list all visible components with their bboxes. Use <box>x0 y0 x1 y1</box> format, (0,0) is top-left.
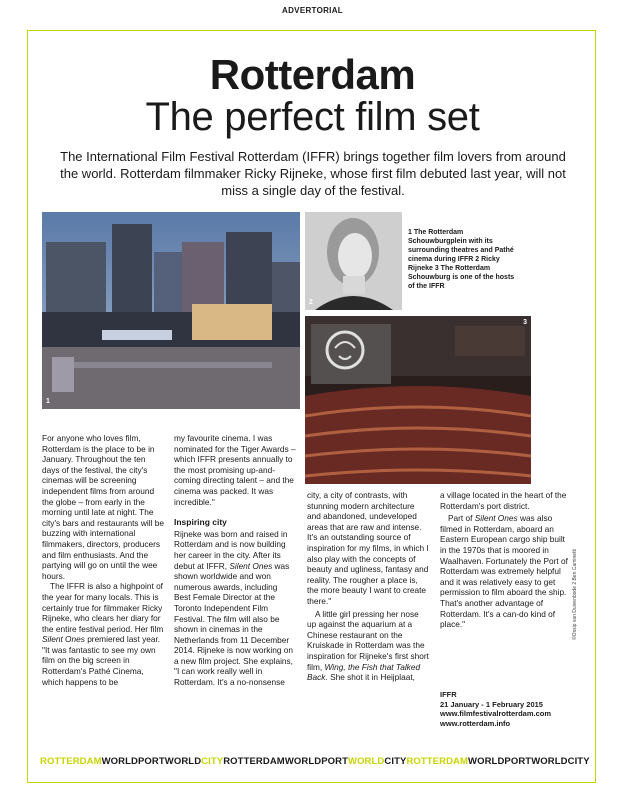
column-4-paragraph-2: Part of Silent Ones was also filmed in Rotterdam, aboard an Eastern European cargo ship built in the 1970s that is moored in Waalhaven. Fortunately the Port of Rotterdam was extremely helpful and it was relatively easy to get permission to film aboard the ship. That's another advantage of Rotterdam. It's a can-do kind of place." <box>440 513 568 630</box>
advertorial-label: ADVERTORIAL <box>282 6 343 15</box>
article-column-4 <box>440 490 572 630</box>
article-column-1 <box>42 433 164 687</box>
photo-number-3: 3 <box>523 319 527 326</box>
photo-ricky-rijneke <box>305 212 402 310</box>
column-1-paragraph-1: For anyone who loves film, Rotterdam is the place to be in January. Throughout the ten days of the festival, the city's cinemas will be screening independent films from around the globe – from early in the morning until late at night. The city's bars and restaurants will be buzzing with international filmmakers, directors, producers and film enthusiasts. And the partying will go on until the wee hours. <box>42 433 164 581</box>
photo-schouwburg <box>305 316 531 484</box>
column-2-paragraph-2: Rijneke was born and raised in Rotterdam and is now building her career in the city. After its debut at IFFR, Silent Ones was shown worldwide and won numerous awards, including Best Female Director at the Toronto Independent Film Festival. The film will also be shown in cinemas in the Netherlands from 11 December 2014. Rijneke is now working on a new film project. She explains, "I can work really well in Rotterdam. It's a no-nonsense <box>174 528 293 688</box>
page-title: Rotterdam <box>209 51 416 98</box>
column-4-paragraph-1: a village located in the heart of the Rotterdam's port district. <box>440 490 567 511</box>
column-1-paragraph-2: The IFFR is also a highpoint of the year for many locals. This is certainly true for filmmaker Ricky Rijneke, who clears her diary for the entire festival period. Her film Silent Ones premiered last year. "It was fantastic to see my own film on the big screen in Rotterdam's Pathé Cinema, which happens to be <box>42 581 164 687</box>
photo-number-1: 1 <box>46 398 50 405</box>
festival-info <box>440 690 580 728</box>
article-column-2 <box>174 433 296 688</box>
article-column-3 <box>307 490 429 683</box>
page-subtitle: The perfect film set <box>145 95 480 139</box>
photo-caption: 1 The Rotterdam Schouwburgplein with its surrounding theatres and Pathé cinema during IFFR 2 Ricky Rijneke 3 The Rotterdam Schouwburg is one of the hosts of the IFFR <box>408 229 515 290</box>
column-2-paragraph-1: my favourite cinema. I was nominated for the Tiger Awards – which IFFR presents annually to the most promising up-and-coming directing talent – and the cinema was packed. It was incredible." <box>174 433 296 507</box>
photo-schouwburgplein <box>42 212 300 409</box>
festival-name: IFFR <box>440 690 457 699</box>
intro-paragraph: The International Film Festival Rotterdam (IFFR) brings together film lovers from around the world. Rotterdam filmmaker Ricky Rijneke, whose first film debuted last year, will not miss a single day of the festival. <box>60 149 566 198</box>
subheading-inspiring-city: Inspiring city <box>174 517 227 528</box>
rotterdam-url-link[interactable]: www.rotterdam.info <box>440 718 511 728</box>
column-3-paragraph-2: A little girl pressing her nose up against the aquarium at a Chinese restaurant on the Kruiskade in Rotterdam was the inspiration for Rijneke's first short film, Wing, the Fish that Talked Back. She shot it in Heijplaat, <box>307 608 429 683</box>
photo-credit: ©Ossip van Duivenbode 2 Ben Caminetti <box>572 549 578 640</box>
festival-dates: 21 January - 1 February 2015 <box>440 699 543 709</box>
festival-url-link[interactable]: www.filmfestivalrotterdam.com <box>440 709 551 718</box>
footer-tagline: ROTTERDAMWORLDPORTWORLDCITYROTTERDAMWORLDPORTWORLDCITYROTTERDAMWORLDPORTWORLDCITY <box>40 756 590 767</box>
column-3-paragraph-1: city, a city of contrasts, with stunning modern architecture and abandoned, undeveloped areas that are raw and intense. It's an outstanding source of inspiration for my films, in which I also play with the concepts of beauty and ugliness, fantasy and reality. The rougher a place is, the more beauty I want to create there." <box>307 490 429 606</box>
photo-number-2: 2 <box>309 299 313 306</box>
